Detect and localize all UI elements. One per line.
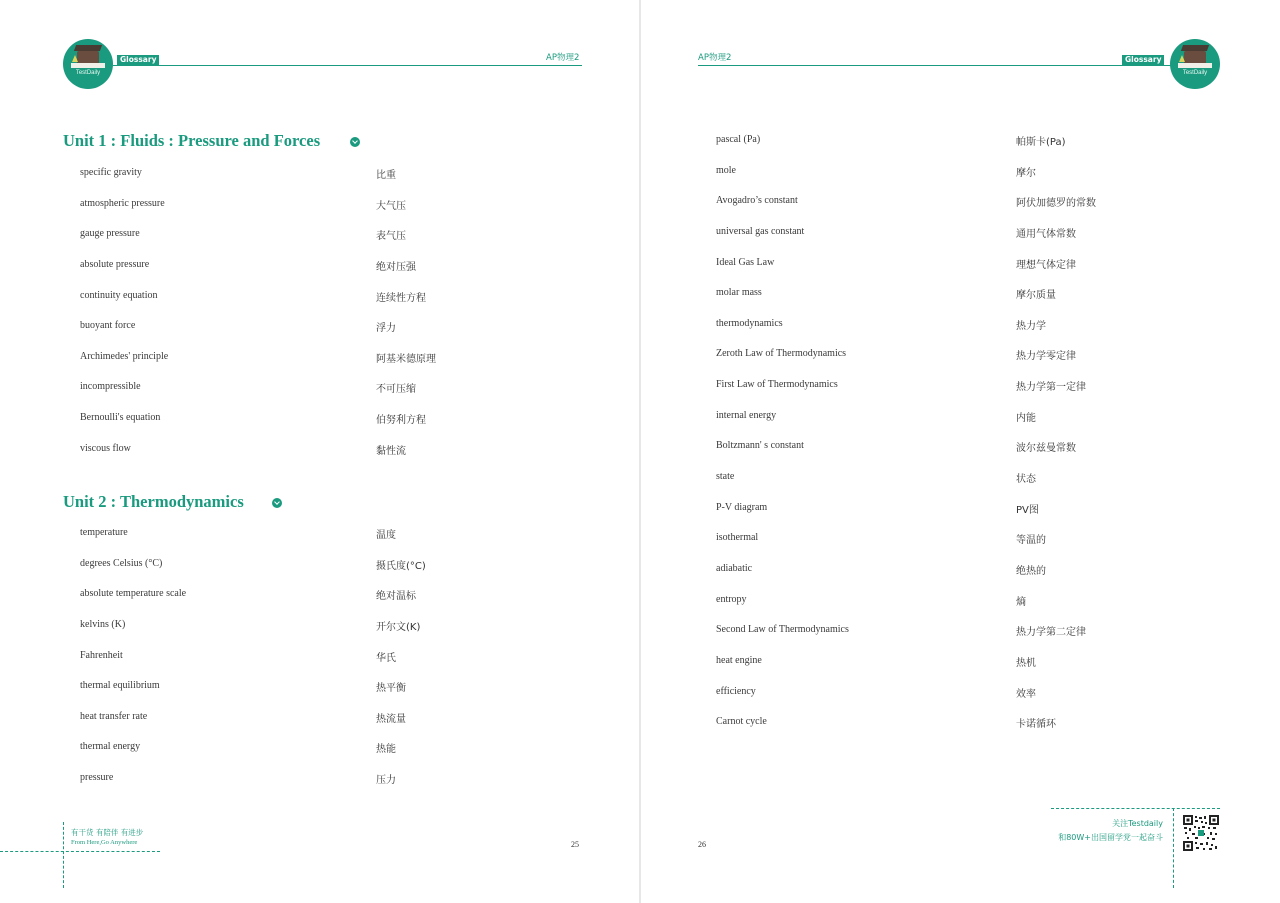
testdaily-logo-icon: TestDaily <box>1170 39 1220 89</box>
term-chinese: 绝热的 <box>1016 565 1046 577</box>
term-english: specific gravity <box>80 167 142 178</box>
glossary-row <box>716 655 1196 686</box>
term-chinese: 熵 <box>1016 596 1026 608</box>
term-chinese: 绝对压强 <box>376 261 416 273</box>
term-chinese: 通用气体常数 <box>1016 228 1076 240</box>
glossary-row <box>80 290 560 321</box>
term-chinese: 连续性方程 <box>376 292 426 304</box>
page-number: 25 <box>571 840 579 849</box>
term-english: pascal (Pa) <box>716 134 761 145</box>
term-english: internal energy <box>716 409 777 421</box>
glossary-row <box>80 588 560 619</box>
qr-code-icon[interactable] <box>1183 815 1219 851</box>
right-term-list <box>716 134 1196 747</box>
term-english: heat engine <box>716 654 762 666</box>
glossary-row <box>80 320 560 351</box>
term-english: First Law of Thermodynamics <box>716 379 838 391</box>
term-english: gauge pressure <box>80 228 140 240</box>
term-chinese: 大气压 <box>376 200 406 212</box>
glossary-row <box>80 558 560 589</box>
term-chinese: 热平衡 <box>376 683 406 695</box>
term-chinese: 摄氏度(°C) <box>376 560 426 572</box>
term-chinese: 摩尔 <box>1016 167 1036 179</box>
term-chinese: 热能 <box>376 744 396 756</box>
term-english: mole <box>716 164 736 176</box>
page-number: 26 <box>698 840 706 849</box>
chevron-down-icon[interactable] <box>350 137 360 147</box>
slogan-en: From Here,Go Anywhere <box>71 839 138 846</box>
term-english: efficiency <box>716 685 756 697</box>
term-english: degrees Celsius (°C) <box>80 557 163 569</box>
glossary-row <box>716 226 1196 257</box>
unit2-term-list <box>80 527 560 803</box>
glossary-row <box>80 711 560 742</box>
glossary-row <box>80 619 560 650</box>
glossary-row <box>716 563 1196 594</box>
term-chinese: 浮力 <box>376 323 396 335</box>
glossary-row <box>716 471 1196 502</box>
glossary-row <box>716 287 1196 318</box>
term-chinese: 开尔文(K) <box>376 621 421 633</box>
term-chinese: 表气压 <box>376 231 406 243</box>
term-chinese: 效率 <box>1016 688 1036 700</box>
term-english: adiabatic <box>716 562 753 574</box>
term-english: state <box>716 471 735 483</box>
term-english: molar mass <box>716 287 762 299</box>
glossary-row <box>716 624 1196 655</box>
chevron-down-icon[interactable] <box>272 498 282 508</box>
term-chinese: 黏性流 <box>376 445 406 457</box>
glossary-row <box>80 650 560 681</box>
header-rule <box>698 65 1176 66</box>
glossary-badge: Glossary <box>117 55 159 65</box>
term-chinese: 绝对温标 <box>376 591 416 603</box>
term-english: thermal energy <box>80 741 141 753</box>
glossary-row <box>716 348 1196 379</box>
term-english: isothermal <box>716 532 759 544</box>
glossary-row <box>716 134 1196 165</box>
term-english: buoyant force <box>80 320 136 332</box>
glossary-row <box>716 257 1196 288</box>
term-english: Bernoulli's equation <box>80 412 161 424</box>
unit1-title: Unit 1 : Fluids : Pressure and Forces <box>63 131 321 150</box>
term-chinese: 热机 <box>1016 657 1036 669</box>
term-chinese: 摩尔质量 <box>1016 290 1056 302</box>
glossary-row <box>80 741 560 772</box>
footer-dashed-line <box>0 851 160 852</box>
glossary-row <box>80 381 560 412</box>
term-chinese: 热流量 <box>376 713 406 725</box>
right-page <box>641 0 1280 903</box>
term-chinese: 波尔兹曼常数 <box>1016 443 1076 455</box>
term-chinese: 理想气体定律 <box>1016 259 1076 271</box>
term-english: atmospheric pressure <box>80 197 165 209</box>
term-chinese: 不可压缩 <box>376 384 416 396</box>
term-english: thermal equilibrium <box>80 680 160 692</box>
glossary-row <box>80 680 560 711</box>
term-chinese: 比重 <box>376 170 396 181</box>
glossary-row <box>80 527 560 558</box>
term-english: absolute pressure <box>80 258 150 270</box>
term-chinese: 热力学第一定律 <box>1016 382 1086 394</box>
glossary-row <box>716 195 1196 226</box>
footer-dashed-line <box>1173 808 1174 888</box>
term-chinese: 华氏 <box>376 652 396 664</box>
term-chinese: 温度 <box>376 530 396 541</box>
term-english: viscous flow <box>80 442 131 454</box>
term-english: Carnot cycle <box>716 716 767 728</box>
footer-dashed-line <box>1051 808 1220 809</box>
footer-dashed-line <box>63 822 64 888</box>
glossary-row <box>80 198 560 229</box>
term-chinese: 热力学 <box>1016 320 1046 332</box>
term-chinese: 等温的 <box>1016 535 1046 547</box>
glossary-row <box>716 502 1196 533</box>
term-english: Archimedes' principle <box>80 350 169 362</box>
term-chinese: 热力学第二定律 <box>1016 627 1086 639</box>
testdaily-logo-icon: TestDaily <box>63 39 113 89</box>
term-chinese: PV图 <box>1016 504 1039 516</box>
term-english: incompressible <box>80 381 141 393</box>
glossary-row <box>80 772 560 803</box>
glossary-row <box>716 318 1196 349</box>
term-english: heat transfer rate <box>80 710 148 722</box>
term-english: P-V diagram <box>716 501 768 513</box>
glossary-row <box>80 259 560 290</box>
term-chinese: 阿基米德原理 <box>376 353 436 365</box>
glossary-row <box>716 686 1196 717</box>
term-english: thermodynamics <box>716 317 783 329</box>
header-rule <box>113 65 582 66</box>
glossary-row <box>80 412 560 443</box>
follow-line-2: 和80W+出国留学党一起奋斗 <box>1058 833 1163 842</box>
term-chinese: 内能 <box>1016 412 1036 424</box>
term-english: Ideal Gas Law <box>716 256 775 268</box>
subject-label: AP物理2 <box>546 53 580 63</box>
subject-label: AP物理2 <box>698 53 732 63</box>
term-chinese: 状态 <box>1016 474 1036 486</box>
term-english: kelvins (K) <box>80 618 126 630</box>
glossary-row <box>716 532 1196 563</box>
term-english: temperature <box>80 527 128 538</box>
term-chinese: 阿伏加德罗的常数 <box>1016 198 1096 210</box>
term-english: continuity equation <box>80 289 158 301</box>
term-english: pressure <box>80 772 114 784</box>
unit1-term-list <box>80 167 560 473</box>
term-english: Fahrenheit <box>80 649 123 661</box>
glossary-row <box>716 440 1196 471</box>
term-english: universal gas constant <box>716 225 805 237</box>
term-english: absolute temperature scale <box>80 588 187 600</box>
term-chinese: 热力学零定律 <box>1016 351 1076 363</box>
glossary-row <box>716 716 1196 747</box>
term-english: Zeroth Law of Thermodynamics <box>716 348 847 360</box>
glossary-row <box>80 167 560 198</box>
left-page <box>0 0 639 903</box>
glossary-row <box>716 410 1196 441</box>
glossary-row <box>80 228 560 259</box>
follow-line-1: 关注Testdaily <box>1112 819 1163 828</box>
unit2-title: Unit 2 : Thermodynamics <box>63 492 244 511</box>
term-chinese: 卡诺循环 <box>1016 719 1056 731</box>
glossary-row <box>716 594 1196 625</box>
glossary-badge: Glossary <box>1122 55 1164 65</box>
term-english: Boltzmann' s constant <box>716 440 804 452</box>
term-chinese: 伯努利方程 <box>376 415 426 427</box>
glossary-row <box>80 443 560 474</box>
slogan: 有干货 有陪伴 有进步 <box>71 828 144 837</box>
term-english: Second Law of Thermodynamics <box>716 624 849 636</box>
term-chinese: 压力 <box>376 775 396 787</box>
term-english: Avogadro’s constant <box>716 195 798 207</box>
term-english: entropy <box>716 593 747 605</box>
glossary-row <box>716 379 1196 410</box>
glossary-row <box>80 351 560 382</box>
term-chinese: 帕斯卡(Pa) <box>1016 137 1066 148</box>
glossary-row <box>716 165 1196 196</box>
